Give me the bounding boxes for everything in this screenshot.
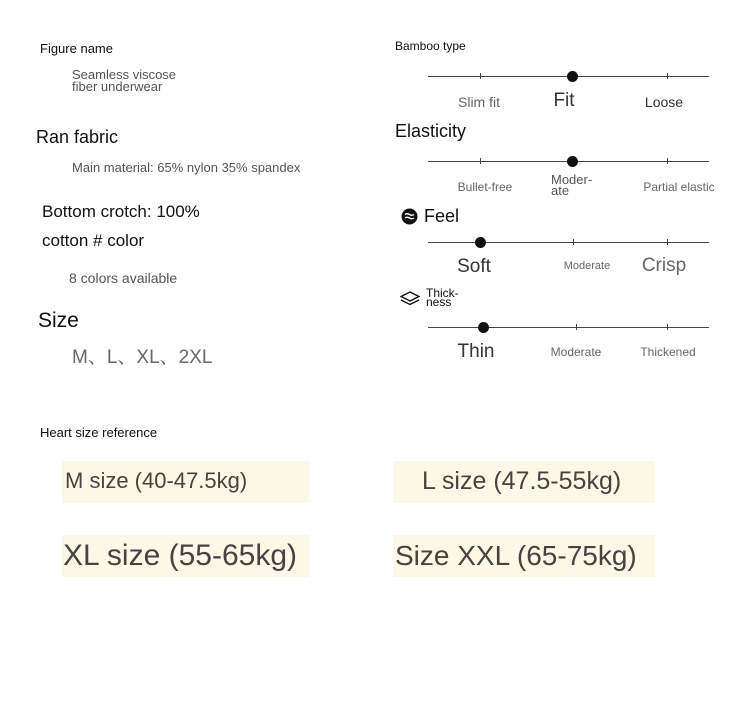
- fit-scale-title: Bamboo type: [395, 39, 466, 53]
- size-value: M、L、XL、2XL: [72, 347, 213, 368]
- size-xxl-text: Size XXL (65-75kg): [395, 540, 637, 571]
- fabric-value: Main material: 65% nylon 35% spandex: [72, 160, 301, 175]
- elasticity-tick: [667, 158, 668, 164]
- fit-scale-marker: [567, 71, 578, 82]
- figure-name-value: Seamless viscose fiber underwear: [72, 67, 177, 94]
- fit-tick: [480, 73, 481, 79]
- thickness-tick: [576, 324, 577, 330]
- fabric-label: Ran fabric: [36, 127, 119, 147]
- feel-scale-title: Feel: [424, 206, 460, 226]
- fit-option-fit: Fit: [553, 90, 575, 111]
- feel-tick: [667, 239, 668, 245]
- elasticity-scale-marker: [567, 156, 578, 167]
- elasticity-scale-title: Elasticity: [395, 121, 467, 141]
- elasticity-option-moderate: Moder-ate: [551, 172, 593, 198]
- feel-option-soft: Soft: [457, 256, 491, 277]
- crotch-line-2: cotton # color: [42, 231, 145, 250]
- layers-icon: [400, 291, 420, 308]
- crotch-line-1: Bottom crotch: 100%: [42, 202, 200, 221]
- thickness-scale-marker: [478, 322, 489, 333]
- size-label: Size: [38, 309, 79, 332]
- thickness-tick: [667, 324, 668, 330]
- color-value: 8 colors available: [69, 270, 178, 286]
- feel-scale-marker: [475, 237, 486, 248]
- thickness-scale-title: Thick-ness: [426, 286, 459, 309]
- size-xl-text: XL size (55-65kg): [63, 539, 297, 572]
- elasticity-tick: [480, 158, 481, 164]
- fit-option-loose: Loose: [644, 94, 684, 110]
- fit-option-slim: Slim fit: [458, 94, 500, 110]
- size-reference-title: Heart size reference: [40, 425, 158, 440]
- elasticity-option-partial: Partial elastic: [643, 180, 715, 194]
- feel-icon: [401, 208, 418, 225]
- feel-option-moderate: Moderate: [563, 260, 611, 272]
- feel-option-crisp: Crisp: [641, 255, 687, 276]
- size-l-text: L size (47.5-55kg): [422, 467, 622, 495]
- elasticity-option-bullet-free: Bullet-free: [457, 180, 513, 194]
- thickness-option-moderate: Moderate: [550, 345, 602, 359]
- size-m-text: M size (40-47.5kg): [65, 468, 248, 493]
- feel-tick: [573, 239, 574, 245]
- fit-tick: [667, 73, 668, 79]
- figure-name-label: Figure name: [40, 41, 113, 56]
- thickness-option-thickened: Thickened: [640, 345, 696, 359]
- thickness-option-thin: Thin: [457, 341, 495, 362]
